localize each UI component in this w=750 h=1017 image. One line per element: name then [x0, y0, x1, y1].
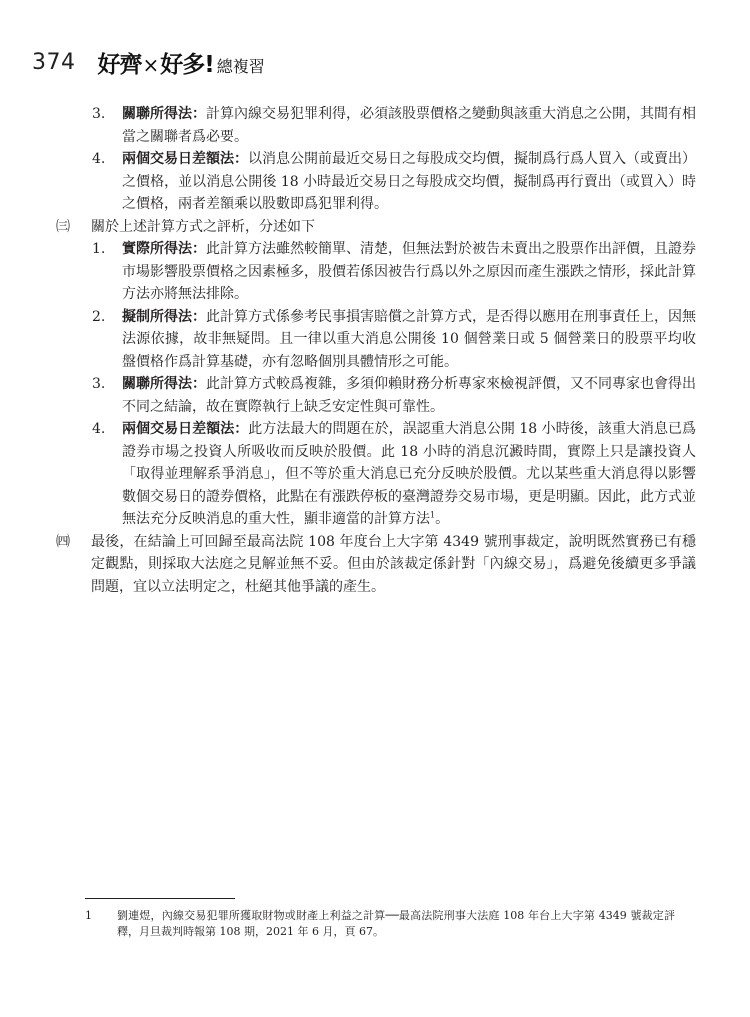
logo-part2: 好多!: [160, 51, 214, 78]
item-text: 此方法最大的問題在於，誤認重大消息公開 18 小時後，該重大消息已爲證券市場之投資人所吸收而反映於股價。此 18 小時的消息沉澱時間，實際上只是讓投資人「取得並理解系爭消息」，但不等於重大消息已充分反映於股價。尤以某些重大消息得以影響數個交易日的證券價格，此點在有漲跌停板的臺灣證券交易市場，更是明顯。因此，此方式並無法充分反映消息的重大性，顯非適當的計算方法: [122, 421, 697, 527]
item-term: 實際所得法：: [122, 241, 206, 257]
item-text: 此計算方式係參考民事損害賠償之計算方式，是否得以應用在刑事責任上，因無法源依據，故非無疑問。且一律以重大消息公開後 10 個營業日或 5 個營業日的股票平均收盤價格作爲計算基礎，亦有忽略個別具體情形之可能。: [122, 308, 696, 370]
list-item: [56, 148, 696, 216]
logo-part1: 好齊: [97, 51, 142, 78]
section-item: [56, 531, 696, 599]
item-term: 關聯所得法：: [122, 376, 206, 392]
footnote-number: 1: [85, 909, 92, 922]
item-marker: 2.: [92, 308, 106, 325]
item-tail: 。: [435, 511, 450, 527]
footnote-divider: [85, 898, 235, 899]
item-text: 以消息公開前最近交易日之每股成交均價，擬制爲行爲人買入（或賣出）之價格，並以消息公開後 18 小時最近交易日之每股成交均價，擬制爲再行賣出（或買入）時之價格，兩者差額乘以股數即爲犯罪利得。: [122, 151, 696, 212]
page-number: 374: [32, 49, 76, 75]
logo-cross: ×: [142, 52, 160, 77]
section-item: [56, 216, 696, 239]
list-item: [56, 373, 696, 418]
section-marker: ㈣: [56, 533, 70, 550]
footnote-ref: 1: [430, 510, 436, 520]
section-text: 最後，在結論上可回歸至最高法院 108 年度台上大字第 4349 號刑事裁定，說明既然實務已有穩定觀點，則採取大法庭之見解並無不妥。但由於該裁定係針對「內線交易」，爲避免後續更多爭議問題，宜以立法明定之，杜絕其他爭議的產生。: [91, 533, 696, 595]
item-term: 擬制所得法：: [122, 308, 206, 325]
list-item: [56, 418, 696, 531]
item-marker: 3.: [92, 106, 106, 122]
list-item: [56, 306, 696, 374]
item-text: 此計算方式較爲複雜，多須仰賴財務分析專家來檢視評價，又不同專家也會得出不同之結論，故在實際執行上缺乏安定性與可靠性。: [122, 376, 696, 415]
footnote-text: 劉連煜，內線交易犯罪所獲取財物或財產上利益之計算──最高法院刑事大法庭 108 年台上大字第 4349 號裁定評釋，月旦裁判時報第 108 期，2021 年 6 月，頁 67。: [117, 909, 675, 938]
item-marker: 4.: [92, 151, 106, 167]
item-term: 關聯所得法：: [122, 106, 206, 122]
list-item: [56, 103, 696, 148]
item-marker: 3.: [92, 376, 106, 392]
book-logo: [98, 46, 265, 79]
footnote: [85, 908, 675, 940]
logo-subtitle: 總複習: [216, 56, 265, 76]
section-text: 關於上述計算方式之評析，分述如下: [91, 218, 315, 235]
list-item: [56, 238, 696, 306]
item-term: 兩個交易日差額法：: [122, 421, 249, 437]
page-header: [32, 42, 265, 82]
item-term: 兩個交易日差額法：: [122, 151, 248, 167]
item-text: 計算內線交易犯罪利得，必須該股票價格之變動與該重大消息之公開，其間有相當之關聯者爲必要。: [122, 106, 696, 145]
section-marker: ㈢: [56, 218, 70, 235]
item-marker: 1.: [92, 241, 106, 257]
item-marker: 4.: [92, 421, 106, 437]
item-text: 此計算方法雖然較簡單、清楚，但無法對於被告未賣出之股票作出評價，且證券市場影響股票價格之因素極多，股價若係因被告行爲以外之原因而產生漲跌之情形，採此計算方法亦將無法排除。: [122, 241, 696, 302]
body-text: [56, 103, 696, 598]
